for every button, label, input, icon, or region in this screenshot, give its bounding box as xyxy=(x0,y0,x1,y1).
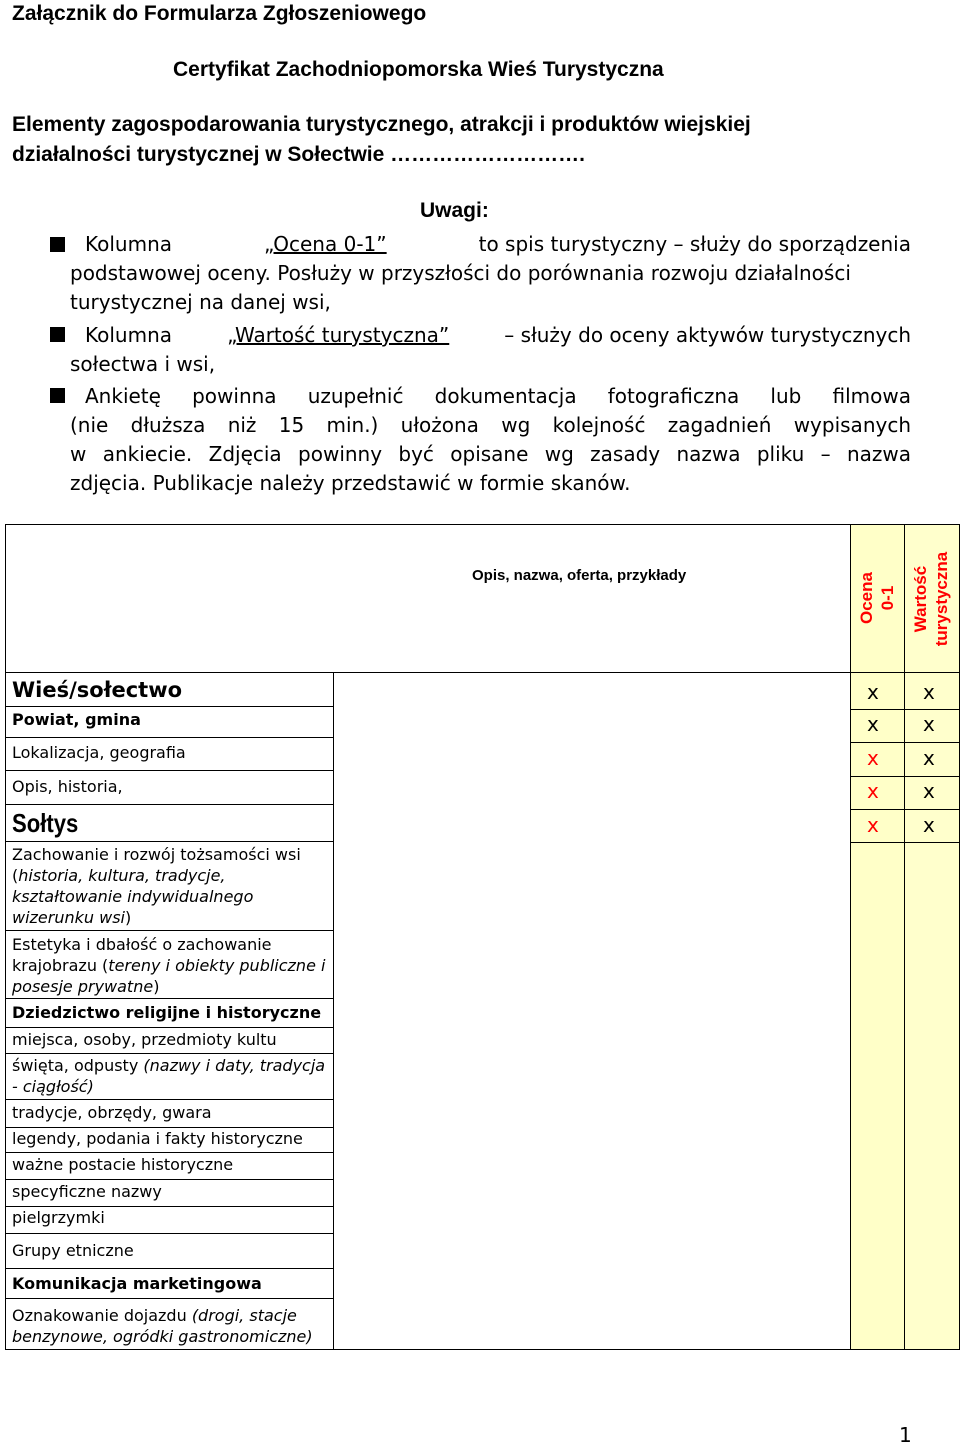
note-3-line-2: (nie dłuższa niż 15 min.) ułożona wg kolejność zagadnień wypisanych xyxy=(70,413,911,437)
row-village: Wieś/sołectwo xyxy=(12,678,183,702)
note-3-line-1: Ankietę powinna uzupełnić dokumentacja fotograficzna lub filmowa xyxy=(85,384,911,408)
page-number: 1 xyxy=(899,1423,912,1447)
row-worship-places: miejsca, osoby, przedmioty kultu xyxy=(12,1030,277,1049)
note-2-prefix: Kolumna xyxy=(85,323,173,347)
paren-close: ) xyxy=(125,908,132,927)
paren-close: ) xyxy=(153,977,160,996)
x-mark: x xyxy=(867,712,879,736)
row-aesthetics-italic-1: tereny i obiekty publiczne i xyxy=(108,956,326,975)
row-identity-line-2 xyxy=(12,865,301,886)
paren-open: ( xyxy=(12,866,19,885)
row-aesthetics-plain: krajobrazu ( xyxy=(12,956,109,975)
row-description-history: Opis, historia, xyxy=(12,777,123,796)
x-mark: x xyxy=(867,746,879,770)
certificate-title: Certyfikat Zachodniopomorska Wieś Turystyczna xyxy=(173,58,664,81)
header-description: Opis, nazwa, oferta, przykłady xyxy=(472,567,687,584)
ocena-column-fill xyxy=(850,524,904,1349)
attachment-title: Załącznik do Formularza Zgłoszeniowego xyxy=(12,2,427,25)
row-aesthetics-line-1: Estetyka i dbałość o zachowanie xyxy=(12,935,272,954)
note-1-line-1 xyxy=(85,229,911,259)
header-wartosc-line-2: turystyczna xyxy=(932,551,951,647)
note-2-colname: „Wartość turystyczna” xyxy=(227,323,450,347)
row-identity-line-3: kształtowanie indywidualnego xyxy=(12,887,254,906)
row-holidays-plain: święta, odpusty xyxy=(12,1056,144,1075)
row-location: Lokalizacja, geografia xyxy=(12,743,186,762)
note-1-line-2: podstawowej oceny. Posłuży w przyszłości do porównania rozwoju działalności xyxy=(70,261,851,285)
header-wartosc-line-1: Wartość xyxy=(911,565,930,633)
row-legends: legendy, podania i fakty historyczne xyxy=(12,1129,303,1148)
note-2-rest: – służy do oceny aktywów turystycznych xyxy=(504,323,911,347)
x-mark: x xyxy=(923,712,935,736)
row-marketing-header: Komunikacja marketingowa xyxy=(12,1274,262,1293)
note-1-colname: „Ocena 0-1” xyxy=(264,232,387,256)
note-1-rest: to spis turystyczny – służy do sporządzenia xyxy=(478,232,911,256)
header-ocena xyxy=(856,550,898,646)
assessment-table xyxy=(5,524,960,1349)
x-mark: x xyxy=(867,680,879,704)
bullet-square-icon xyxy=(50,327,65,342)
header-ocena-line-2: 0-1 xyxy=(878,585,897,611)
x-mark: x xyxy=(923,680,935,704)
note-3-line-3: w ankiecie. Zdjęcia powinny być opisane wg zasady nazwa pliku – nazwa xyxy=(70,442,911,466)
row-signage xyxy=(12,1305,313,1347)
note-2-line-1 xyxy=(85,320,911,350)
row-aesthetics-line-3 xyxy=(12,976,325,997)
row-district: Powiat, gmina xyxy=(12,710,141,729)
bullet-square-icon xyxy=(50,237,65,252)
x-mark: x xyxy=(923,746,935,770)
row-pilgrimages: pielgrzymki xyxy=(12,1208,105,1227)
row-signage-line-2: benzynowe, ogródki gastronomiczne) xyxy=(12,1327,313,1346)
x-mark: x xyxy=(867,779,879,803)
row-holidays-italic: (nazwy i daty, tradycja xyxy=(143,1056,326,1075)
row-historic-figures: ważne postacie historyczne xyxy=(12,1155,234,1174)
row-traditions: tradycje, obrzędy, gwara xyxy=(12,1103,212,1122)
row-signage-italic-1: (drogi, stacje xyxy=(191,1306,297,1325)
note-2-line-2: sołectwa i wsi, xyxy=(70,352,216,376)
bullet-square-icon xyxy=(50,388,65,403)
note-3-line-4: zdjęcia. Publikacje należy przedstawić w formie skanów. xyxy=(70,471,631,495)
note-1-line-3: turystycznej na danej wsi, xyxy=(70,290,331,314)
row-aesthetics xyxy=(12,934,325,997)
row-specific-names: specyficzne nazwy xyxy=(12,1182,162,1201)
row-holidays-line-1 xyxy=(12,1055,325,1076)
row-heritage-header: Dziedzictwo religijne i historyczne xyxy=(12,1003,322,1022)
row-identity xyxy=(12,844,301,928)
row-holidays xyxy=(12,1055,325,1097)
x-mark: x xyxy=(867,813,879,837)
notes-title: Uwagi: xyxy=(420,199,489,222)
row-identity-line-1: Zachowanie i rozwój tożsamości wsi xyxy=(12,845,301,864)
row-identity-line-4 xyxy=(12,907,301,928)
row-ethnic-groups: Grupy etniczne xyxy=(12,1241,134,1260)
header-ocena-line-1: Ocena xyxy=(857,572,876,624)
heading-line-1: Elementy zagospodarowania turystycznego, atrakcji i produktów wiejskiej xyxy=(12,113,751,136)
row-identity-italic-1: historia, kultura, tradycje, xyxy=(18,866,226,885)
header-wartosc xyxy=(910,535,952,663)
heading-line-2: działalności turystycznej w Sołectwie ………………………. xyxy=(12,143,585,166)
row-aesthetics-italic-2: posesje prywatne xyxy=(12,977,154,996)
row-soltys: Sołtys xyxy=(12,808,79,838)
row-identity-italic-2: wizerunku wsi xyxy=(12,908,125,927)
row-signage-line-1 xyxy=(12,1305,313,1326)
row-holidays-line-2: - ciągłość) xyxy=(12,1077,94,1096)
row-signage-plain: Oznakowanie dojazdu xyxy=(12,1306,192,1325)
row-aesthetics-line-2 xyxy=(12,955,325,976)
note-1-prefix: Kolumna xyxy=(85,232,173,256)
x-mark: x xyxy=(923,779,935,803)
x-mark: x xyxy=(923,813,935,837)
